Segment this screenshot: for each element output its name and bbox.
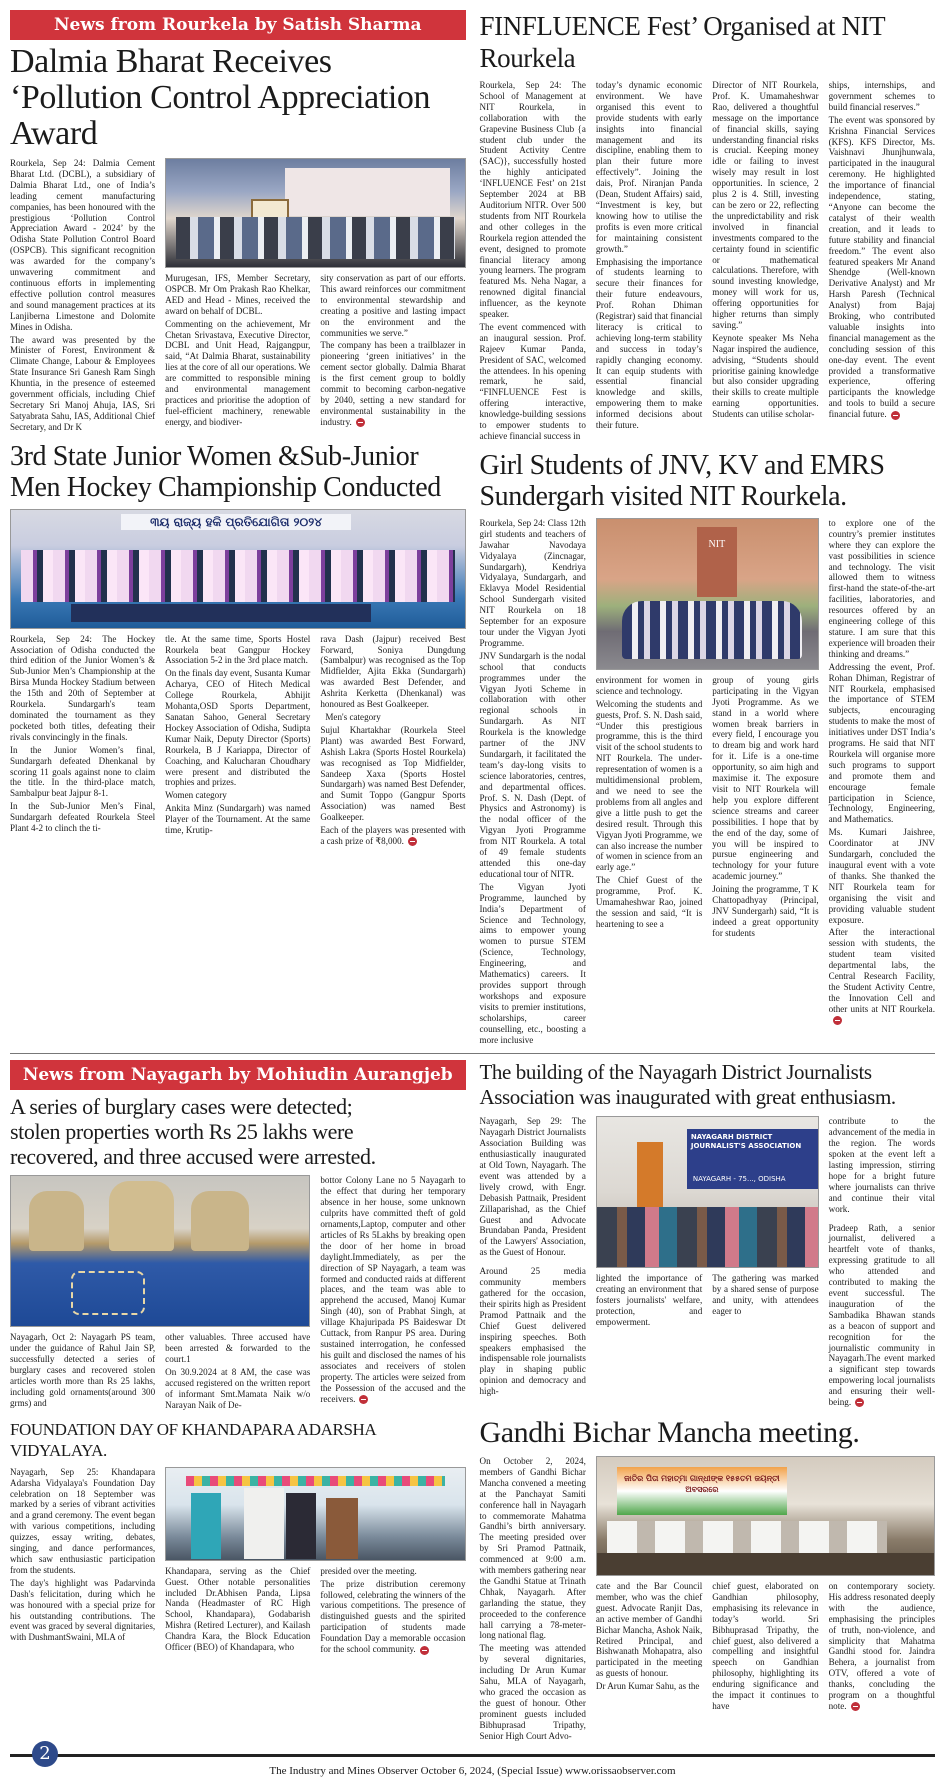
headline-jnv (480, 450, 936, 512)
article-finfluence-col3 (712, 80, 818, 444)
article-journalists-col2 (596, 1273, 702, 1330)
article-dalmia-right (165, 158, 465, 435)
row-bottom (10, 1060, 935, 1743)
headline-finfluence: FINFLUENCE Fest’ Organised at NIT Rourkela (479, 11, 885, 73)
subheading: Women category (165, 790, 227, 801)
article-khandapara-col1 (10, 1467, 155, 1657)
end-of-article-icon (833, 1016, 842, 1025)
paragraph: Ms. Kumari Jaishree, Coordinator at JNV Sundargarh, concluded the inaugural event with a vote of thanks. She thanked the NIT Rourkela team for organising the visit and providing valuable student exposure. (828, 827, 935, 925)
headline-line: 3rd State Junior Women &Sub-Junior (10, 440, 419, 472)
section-nayagarh-left (10, 1060, 466, 1657)
section-banner-nayagarh: News from Nayagarh by Mohiudin Aurangjeb (10, 1060, 466, 1090)
article-hockey-col1 (10, 634, 155, 849)
paragraph: The prize distribution ceremony followed, celebrating the winners of the various competitions. The presence of distinguished guests and the spirited participation of students made Foundation Day a memorable occasion for the school community. (320, 1578, 466, 1655)
paragraph: Rourkela, Sep 24: Dalmia Cement Bharat Ltd. (DCBL), a subsidiary of Dalmia Bharat Ltd., one of India’s leading cement manufacturing companies, has been honoured with the prestigious ‘Pollution Control Appreciation Award - 2024’ by the Odisha State Pollution Control Board (OSPCB). This significant recognition was awarded for the company’s unwavering commitment and continuous efforts in implementing effective pollution control measures and sound management practices at its Lanjiberna Limestone and Dolomite Mines in Odisha. (10, 158, 156, 332)
paragraph: today’s dynamic economic environment. We have organised this event to provide students with early insights into financial management and its discipline, enabling them to plan their future more effectively”. Joining the dais, Prof. Niranjan Panda (Dean, Student Affairs) said, “Investment is key, but knowing how to utilise the profits is even more critical for maintaining consistent growth.” (595, 80, 703, 254)
article-journalists-col1 (480, 1116, 586, 1410)
section-rourkela-right (480, 10, 936, 1047)
photo-jnv-students (596, 518, 819, 670)
article-gandhi-col4 (829, 1581, 935, 1714)
paragraph: Dr Arun Kumar Sahu, as the (595, 1681, 700, 1692)
headline-line: A series of burglary cases were detected; (10, 1094, 353, 1120)
article-finfluence-col1 (480, 80, 586, 444)
paragraph: On October 2, 2024, members of Gandhi Bichar Mancha convened a meeting at the Panchayat Samiti conference hall in Nayagarh to commemorate Mahatma Gandhi’s birth anniversary. The meeting presided over by Sri Pramod Pattnaik, commenced at 9:00 a.m. with members gathering near the Gandhi Statue at Trinath Chhak, Nayagarh. After garlanding the statue, they proceeded to the conference hall carrying a 78-meter-long national flag. (479, 1455, 586, 1641)
paragraph: group of young girls participating in the Vigyan Jyoti Programme. As we stand in a world where women break barriers in every field, I encourage you to dream big and work hard for it. Life is a one-time opportunity, so aim high and maximise it. The exposure visit to NIT Rourkela will help you explore different science streams and career possibilities. I hope that by the end of the day, some of you will be inspired to pursue engineering and technology for your future academic journey.” (712, 674, 819, 882)
article-journalists-col3 (712, 1273, 818, 1330)
newspaper-page (10, 0, 935, 1785)
paragraph: Pradeep Rath, a senior journalist, delivered a heartfelt vote of thanks, expressing gratitude to all who attended and contributed to making the event successful. The inauguration of the Sambadika Bhawan stands as a beacon of support and recognition for the journalistic community in Nayagarh.The event marked a significant step towards empowering local journalists and ensuring their well-being. (828, 1222, 935, 1408)
headline-journalists (480, 1060, 936, 1110)
article-gandhi (480, 1456, 936, 1744)
paragraph: environment for women in science and technology. (595, 674, 703, 696)
headline-line: The building of the Nayagarh District Journalists (479, 1060, 872, 1085)
article-journalists-subcols (596, 1273, 819, 1330)
paragraph: The day's highlight was Padarvinda Dash's felicitation, during which he was honoured with a special prize for his outstanding contributions. The event was graced by several dignitaries, with DushmantSwaini, MLA of (10, 1577, 156, 1643)
end-of-article-icon (891, 411, 900, 420)
paragraph: Director of NIT Rourkela, Prof. K. Umamaheshwar Rao, delivered a thoughtful message on the importance of financial skills, saying understanding financial risks is crucial. Keeping money idle or failing to invest wisely may result in lost opportunities. In science, 2 plus 2 is 4. Still, investing can be zero or 22, reflecting the unpredictability and risk involved in financial investments compared to the certainty found in scientific or mathematical calculations. Therefore, with sound investing knowledge, money will work for us, offering opportunities for higher returns than simply saving.” (712, 80, 819, 330)
article-dalmia-col1 (10, 158, 155, 435)
article-finfluence-col4 (829, 80, 935, 444)
headline-line: Girl Students of JNV, KV and EMRS (479, 449, 885, 481)
headline-line: Men Hockey Championship Conducted (10, 471, 441, 503)
paragraph: Khandapara, serving as the Chief Guest. Other notable personalities included Dr.Abhisen Panda, Lipsa Nanda (Headmaster of RC High School, Khandapara), Godabarish Mishra (Retired Lecturer), and Kailash Chandra Kara, the Block Education Officer (BEO) of Khandapara, who (165, 1565, 311, 1653)
paragraph: Each of the players was presented with a cash prize of ₹8,000. (320, 825, 466, 846)
article-gandhi-col1 (480, 1456, 586, 1744)
article-hockey (10, 634, 466, 849)
paragraph: other valuables. Three accused have been arrested & forwarded to the court.1 (165, 1332, 311, 1365)
paragraph: Rourkela, Sep 24: The School of Management at NIT Rourkela, in collaboration with the Grapevine Business Club {a student club under the Student Activity Centre (SAC)}, successfully hosted the highly anticipated ‘INFLUENCE Fest’ on 21st September 2024 at BB Auditorium NITR. Over 500 students from NIT Rourkela and other colleges in the Rourkela region attended the event, designed to promote financial literacy among young learners. The program featured Ms. Neha Nagar, a renowned digital financial influencer, as the keynote speaker. (479, 80, 586, 320)
photo-banner-text: ଜାତିର ପିତା ମହାତ୍ମା ଗାନ୍ଧୀଙ୍କ ୧୫୫ତମ ଜୟନ୍ତୀ ଅବସରରେ (624, 1473, 780, 1494)
subheading: Men's category (325, 712, 381, 722)
building-sign: NIT (708, 538, 726, 550)
end-of-article-icon (420, 1646, 429, 1655)
photo-banner-subtext: NAYAGARH - 75..., ODISHA (692, 1175, 786, 1184)
end-of-article-icon (408, 837, 417, 846)
paragraph: Joining the programme, T K Chattopadhyay (Principal, JNV Sundergarh) said, “It is indeed a great opportunity for students (712, 884, 819, 938)
headline-line: recovered, and three accused were arrested. (10, 1144, 376, 1170)
paragraph: Rourkela, Sep 24: The Hockey Association of Odisha conducted the third edition of the Junior Women’s & Sub-Junior Men’s Championship at the Birsa Munda Hockey Stadium between the 15th and 20th of September at Rourkela. Sundargarh's team dominated the tournament as they pocketed both titles, defeating their rivals convincingly in the finals. (10, 633, 156, 742)
paragraph: Sujul Khartakhar (Rourkela Steel Plant) was awarded Best Forward, Ashish Lakra (Sports Hostel Rourkela) was recognised as Top Midfielder, Sandeep Xaxa (Sports Hostel Sundargarh) was named Best Defender, and Sumit Toppo (Gangpur Sports Association) was named Best Goalkeeper. (320, 724, 466, 823)
paragraph: On the finals day event, Susanta Kumar Acharya, CEO of Hitech Medical College Rourkela, Abhijit Mohanta,OSD Sports Department, Sanatan Sahoo, General Secretary Hockey Association of Odisha, Sudipta Kumar Naik, Deputy Director (Sports) Rourkela, B J Kariappa, Director of Coaching, and Kalucharan Choudhary were present and distributed the trophies and prizes. (165, 668, 311, 788)
article-burglary-left (10, 1175, 310, 1412)
paragraph: The event commenced with an inaugural session. Prof. Rajeev Kumar Panda, President of SAC, welcomed the attendees. In his opening remark, he said, “FINFLUENCE Fest is offering interactive, knowledge-building sessions to empower students to achieve financial success in (479, 321, 586, 441)
paragraph: sity conservation as part of our efforts. This award reinforces our commitment to environmental stewardship and creating a positive and lasting impact on the environment and the communities we serve.” (320, 273, 466, 338)
section-divider (10, 1053, 935, 1054)
end-of-article-icon (855, 1398, 864, 1407)
paragraph: Nayagarh, Sep 25: Khandapara Adarsha Vidyalaya's Foundation Day celebration on 18 September was marked by a series of vibrant activities and a grand ceremony. The event began with various competitions, including quizzes, essay writing, debates, singing, and dance performances, which saw enthusiastic participation from the students. (10, 1466, 156, 1575)
paragraph: The gathering was marked by a shared sense of purpose and unity, with attendees eager to (712, 1273, 819, 1317)
paragraph: Around 25 media community members gathered for the occasion, their spirits high as President Pramod Pattnaik and the Chief Guest delivered inspiring speeches. Both speakers emphasised the indispensable role journalists play in shaping public opinion and democracy and high- (479, 1266, 586, 1397)
paragraph: Murugesan, IFS, Member Secretary, OSPCB. Mr Om Prakash Rao Khelkar, AED and Head - Mines, received the award on behalf of DCBL. (165, 273, 311, 316)
row-top (10, 10, 935, 1047)
page-number-badge: 2 (32, 1741, 58, 1767)
paragraph: contribute to the advancement of the media in the region. The words spoken at the event left a lasting impression, stirring hope for a bright future where journalists can thrive and continue their vital work. (828, 1116, 935, 1214)
paragraph: Nayagarh, Sep 29: The Nayagarh District Journalists Association Building was enthusiastically inaugurated at Old Town, Nayagarh. The event was attended by a lively crowd, with Engr. Debasish Pattnaik, President Zillaparishad, as the Chief Guest and Advocate Brundaban Panda, President of the Lawyers' Association, as the Guest of Honour. (479, 1116, 586, 1258)
article-burglary-subcols (10, 1332, 310, 1412)
paragraph: Nayagarh, Oct 2: Nayagarh PS team, under the guidance of Rahul Jain SP, successfully detected a series of burglary cases and recovered stolen articles worth more than Rs 25 lakhs, including gold ornaments(around 300 grms) and (10, 1332, 156, 1408)
paragraph: After the interactional session with students, the student team visited departmental labs, the Central Research Facility, the Student Activity Centre, the Innovation Cell and other units at NIT Rourkela. (828, 927, 935, 1014)
photo-dalmia-award (165, 158, 465, 268)
paragraph: Keynote speaker Ms Neha Nagar inspired the audience, advising, “Students should prioritise gaining knowledge but also consider upgrading their skills to create multiple earning opportunities. Students can utilise scholar- (712, 332, 819, 420)
article-jnv-col3 (712, 675, 818, 941)
headline-line: Association was inaugurated with great enthusiasm. (479, 1085, 896, 1110)
headline-dalmia: Dalmia Bharat Receives ‘Pollution Control Appreciation Award (10, 43, 431, 152)
paragraph: Commenting on the achievement, Mr Chetan Srivastava, Executive Director, DCBL and Unit Head, Rajgangpur, said, “At Dalmia Bharat, sustainability lies at the core of all our operations. We are committed to responsible mining and environmental management practices and prioritise the adoption of fuel-efficient machinery, renewable energy, and biodiver- (165, 318, 311, 427)
article-journalists-col4 (829, 1116, 935, 1410)
article-burglary-col2 (165, 1332, 310, 1412)
article-burglary (10, 1175, 466, 1412)
article-dalmia (10, 158, 466, 435)
paragraph: presided over the meeting. (320, 1565, 417, 1576)
article-gandhi-col2 (596, 1581, 702, 1714)
article-dalmia-col2 (165, 273, 310, 430)
article-jnv-col4 (829, 518, 935, 1048)
photo-hockey-team (10, 509, 466, 629)
article-jnv-col1 (480, 518, 586, 1048)
article-gandhi-col3 (712, 1581, 818, 1714)
article-hockey-col3 (320, 634, 465, 849)
headline-line: Sundergarh visited NIT Rourkela. (479, 480, 847, 512)
photo-journalists-inauguration (596, 1116, 819, 1268)
paragraph: Emphasising the importance of students learning to secure their finances for their future endeavours, Prof. Rohan Dhiman (Registrar) said that financial literacy is critical to achieving long-term stability and success in today’s rapidly changing economy. It can equip students with essential financial knowledge and skills, empowering them to make informed decisions about their future. (595, 256, 703, 431)
page-footer (10, 1742, 935, 1777)
photo-banner-text: ୩ୟ ରାଜ୍ୟ ହକି ପ୍ରତିଯୋଗିତା ୨୦୨୪ (121, 514, 351, 530)
paragraph: bottor Colony Lane no 5 Nayagarh to the effect that during her temporary absence in her house, some unknown culprits have committed theft of gold ornaments,Laptop, computer and other articles of Rs 5Lakhs by breaking open the door of her home in broad daylight.Immediately, as per the direction of SP Nayagarh, a team was formed and conducted raids at different places, and the team was able to apprehend the accused, Manoj Kumar Singh (40), son of Prabhat Singh, at village Khajuripada PS Baideswar Dt Cuttack, from Ranpur PS area. During sustained interrogation, he confessed his guilt and disclosed the names of his associates and receivers of stolen property. The articles were seized from the Possession of the accused and the receivers. (320, 1175, 466, 1404)
article-khandapara (10, 1467, 466, 1657)
article-journalists-middle (596, 1116, 819, 1410)
article-jnv (480, 518, 936, 1048)
article-khandapara-subcols (165, 1566, 465, 1657)
article-burglary-col1 (10, 1332, 155, 1412)
article-burglary-col3 (320, 1175, 465, 1412)
headline-gandhi: Gandhi Bichar Mancha meeting. (479, 1415, 860, 1449)
headline-line: stolen properties worth Rs 25 lakhs were (10, 1119, 354, 1145)
paragraph: ships, internships, and government schemes to build financial reserves.” (828, 80, 935, 112)
photo-banner-text: NAYAGARH DISTRICT JOURNALIST'S ASSOCIATION (690, 1133, 802, 1151)
end-of-article-icon (356, 418, 365, 427)
section-nayagarh-right (480, 1060, 936, 1743)
paragraph: chief guest, elaborated on Gandhian philosophy, emphasising its relevance in today’s world. Sri Bibhuprasad Tripathy, the chief guest, also delivered a compelling and insightful speech on Gandhian philosophy, highlighting its enduring significance and the impact it continues to have (712, 1580, 819, 1711)
paragraph: The Chief Guest of the programme, Prof. K. Umamaheshwar Rao, joined the session and said, “It is heartening to see a (595, 875, 703, 929)
article-khandapara-col2 (165, 1566, 310, 1657)
article-finfluence-col2 (596, 80, 702, 444)
photo-burglary-police (10, 1175, 310, 1327)
article-finfluence (480, 80, 936, 444)
paragraph: In the Sub-Junior Men’s Final, Sundargarh defeated Rourkela Steel Plant 4-2 to clinch the ti- (10, 801, 156, 834)
article-khandapara-col3 (320, 1566, 465, 1657)
paragraph: tle. At the same time, Sports Hostel Rourkela beat Gangpur Hockey Association 5-2 in the 3rd place match. (165, 633, 311, 666)
article-khandapara-right (165, 1467, 465, 1657)
article-gandhi-right (596, 1456, 935, 1744)
headline-hockey (10, 441, 466, 503)
photo-gandhi-meeting (596, 1456, 935, 1576)
paragraph: JNV Sundargarh is the nodal school that conducts programmes under the Vigyan Jyoti Scheme in collaboration with other regional schools in Sundargarh. As NIT Rourkela is the knowledge partner of the JNV Sundargarh, it facilitated the team’s day-long visits to science laboratories, centres, and departmental offices. Prof. S. N. Dash (Dept. of Physics and Astronomy) is the nodal officer of the Vigyan Jyoti Programme from NIT Rourkela. A total of 49 female students attended this one-day educational tour of NITR. (479, 650, 586, 879)
paragraph: on contemporary society. His address resonated deeply with the audience, emphasising the principles of truth, non-violence, and simplicity that Mahatma Gandhi stood for. Jaindra Behera, a journalist from OTV, offered a vote of thanks, concluding the program on a thoughtful note. (828, 1580, 935, 1711)
article-jnv-subcols (596, 675, 819, 941)
article-jnv-col2 (596, 675, 702, 941)
paragraph: Addressing the event, Prof. Rohan Dhiman, Registrar of NIT Rourkela, emphasised the importance of STEM subjects, encouraging students to make the most of initiatives under DST India’s programs. He said that NIT Rourkela will organise more such programs to support and promote them and encourage female participation in Science, Technology, Engineering, and Mathematics. (828, 661, 935, 825)
paragraph: to explore one of the country’s premier institutes where they can explore the vast possibilities in science and technology. The visit allowed them to witness first-hand the state-of-the-art facilities, laboratories, and resources offered by an engineering college of this stature. I am sure that this experience will broaden their thinking and dreams.” (828, 517, 935, 659)
photo-khandapara-ceremony (165, 1467, 465, 1561)
paragraph: rava Dash (Jajpur) received Best Forward, Soniya Dungdung (Sambalpur) was recognised as the Top Midfielder, Ajita Ekka (Sundargarh) was awarded Best Defender, and Ashrita Kerketta (Dhenkanal) was honoured as Best Goalkeeper. (320, 633, 466, 710)
article-journalists (480, 1116, 936, 1410)
section-rourkela-left (10, 10, 466, 849)
paragraph: lighted the importance of creating an environment that fosters journalists' welfare, protection, and empowerment. (595, 1273, 703, 1328)
end-of-article-icon (359, 1395, 368, 1404)
paragraph: The award was presented by the Minister of Forest, Environment & Climate Change, Labour & Employees State Insurance Sri Ganesh Ram Singh Khuntia, in the presence of esteemed government officials, including Chief Secretary Sri Manoj Ahuja, IAS, Sri Satyabrata Sahu, IAS, Additional Chief Secretary, and Dr K (10, 334, 156, 432)
paragraph: The company has been a trailblazer in pioneering ‘green initiatives’ in the cement sector globally. Dalmia Bharat is the first cement group to boldly commit to becoming carbon-negative by 2040, setting a new standard for environmental sustainability in the industry. (320, 340, 466, 427)
paragraph: The event was sponsored by Krishna Financial Services (KFS). KFS Director, Ms. Vaishnavi Jhunjhunwala, participated in the inaugural ceremony. He highlighted the importance of financial independence, stating, “Anyone can become the catalyst of their wealth creation, and it leads to future stability and financial freedom.” The event also featured speakers Mr Anand Shendge (Well-known Derivative Analyst) and Mr Harsh Paresh (Technical Analyst) from Bajaj Broking, who contributed valuable insights into financial management as the concluding session of this one-day event. The event provided a transformative experience, offering participants the knowledge and tools to build a secure financial future. (828, 114, 935, 420)
paragraph: In the Junior Women’s final, Sundargarh defeated Dhenkanal by scoring 11 goals against none to claim the title. In the third-place match, Sambalpur beat Jajpur 8-1. (10, 744, 156, 799)
article-dalmia-col3 (320, 273, 465, 430)
end-of-article-icon (851, 1702, 860, 1711)
article-dalmia-subcols (165, 273, 465, 430)
article-jnv-middle (596, 518, 819, 1048)
paragraph: Rourkela, Sep 24: Class 12th girl students and teachers of Jawahar Navodaya Vidyalaya (Zincnagar, Sundargarh), Kendriya Vidyalaya, Sundargarh, and Eklavya Model Residential School Sundergarh visited NIT Rourkela on 18 September for an exposure tour under the Vigyan Jyoti Programme. (479, 517, 586, 648)
paragraph: On 30.9.2024 at 8 AM, the case was accused registered on the written report of informant Smt.Mamata Naik w/o Narayan Naik of De- (165, 1367, 311, 1410)
footer-publication-line: The Industry and Mines Observer October 6, 2024, (Special Issue) www.orissaobserver.com (269, 1764, 676, 1777)
article-hockey-col2 (165, 634, 310, 849)
paragraph: Ankita Minz (Sundargarh) was named Player of the Tournament. At the same time, Krutip- (165, 803, 311, 836)
headline-burglary (10, 1094, 466, 1169)
section-banner-rourkela: News from Rourkela by Satish Sharma (10, 10, 466, 40)
paragraph: The Vigyan Jyoti Programme, launched by India’s Department of Science and Technology, aims to empower young women to pursue STEM (Science, Technology, Engineering, and Mathematics) careers. It provides support through workshops and exposure visits to premier institutions, scholarships, career counselling, etc., boosting a more inclusive (479, 881, 586, 1045)
paragraph: The meeting was attended by several dignitaries, including Dr Arun Kumar Sahu, MLA of Nayagarh, who graced the occasion as the guest of honour. Other prominent guests included Bibhuprasad Tripathy, Senior High Court Advo- (479, 1643, 586, 1741)
headline-khandapara: FOUNDATION DAY OF KHANDAPARA ADARSHA VIDYALAYA. (10, 1419, 376, 1460)
paragraph: cate and the Bar Council member, who was the chief guest. Advocate Ranjit Das, an active member of Gandhi Bichar Mancha, Ashok Naik, Retired Principal, and Bishwanath Mohapatra, also participated in the meeting as guests of honour. (595, 1580, 703, 1679)
article-gandhi-subcols (596, 1581, 935, 1714)
paragraph: Welcoming the students and guests, Prof. S. N. Dash said, “Under this prestigious programme, this is the third visit of the school students to NIT Rourkela. The under-representation of women is a multidimensional problem, and we need to see the problems from all angles and give a little push to get the desired result. Through this Vigyan Jyoti Programme, we can also increase the number of women in science from an early age.” (595, 698, 703, 873)
